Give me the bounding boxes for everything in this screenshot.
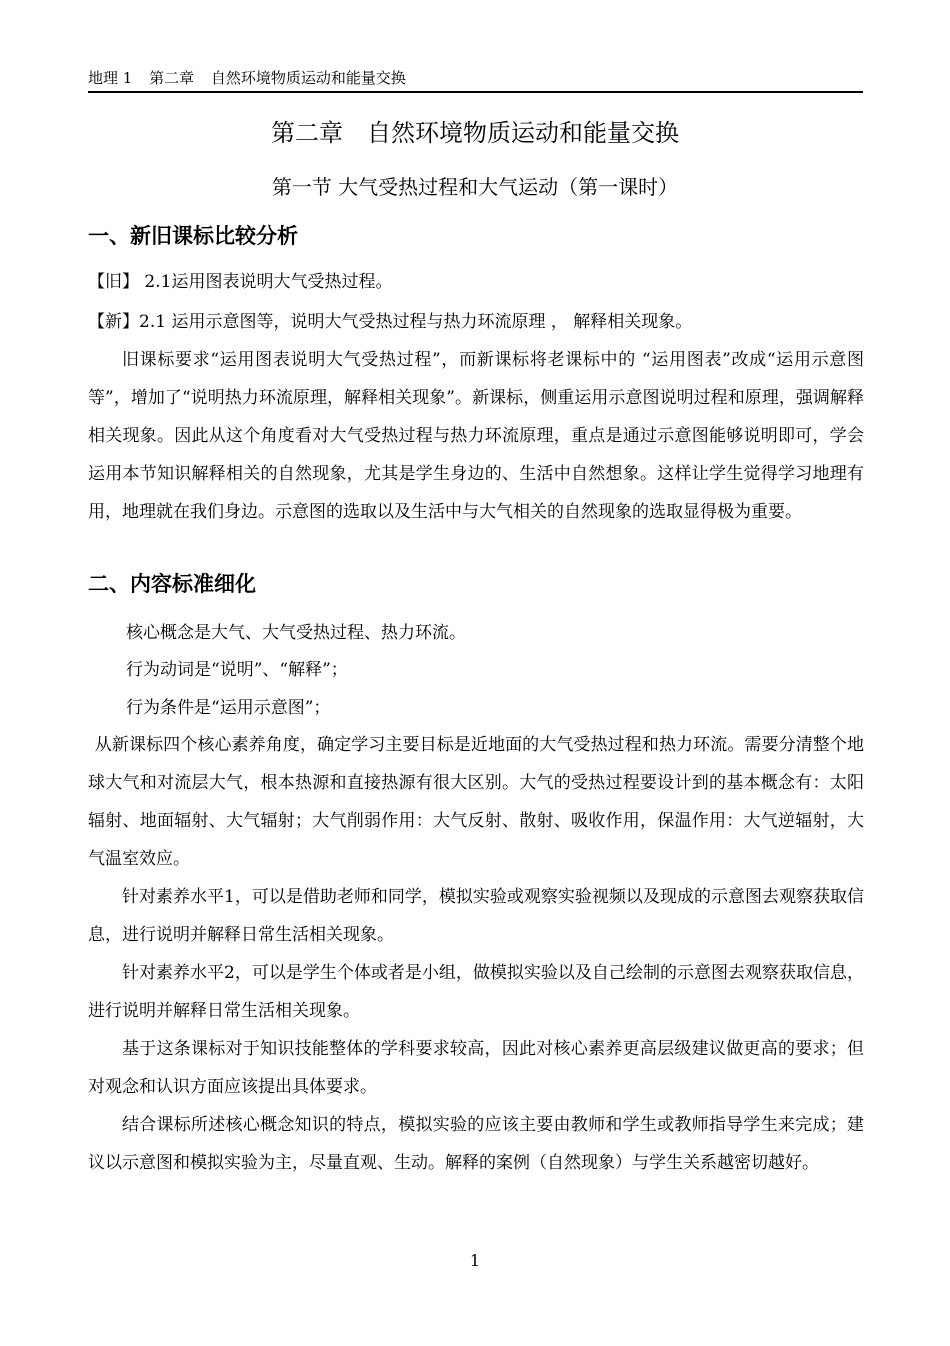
- heading-comparison: 一、新旧课标比较分析: [88, 224, 298, 248]
- running-header: [88, 67, 863, 93]
- old-standard: 【旧】 2.1运用图表说明大气受热过程。: [88, 272, 393, 292]
- header-chapter-name: 自然环境物质运动和能量交换: [210, 69, 406, 87]
- core-concepts: 核心概念是大气、大气受热过程、热力环流。: [126, 623, 466, 643]
- behavior-conditions: 行为条件是“运用示意图”；: [126, 698, 331, 718]
- new-standard: 【新】2.1 运用示意图等，说明大气受热过程与热力环流原理 ， 解释相关现象。: [88, 312, 693, 332]
- header-book: 地理 1: [88, 69, 133, 87]
- paragraph-level-2: 针对素养水平2，可以是学生个体或者是小组，做模拟实验以及自己绘制的示意图去观察获取信息，进行说明并解释日常生活相关现象。: [88, 963, 864, 1021]
- comparison-analysis: 旧课标要求“运用图表说明大气受热过程”，而新课标将老课标中的 “运用图表”改成“运用示意图等”，增加了“说明热力环流原理，解释相关现象”。新课标，侧重运用示意图说明过程和原理，强调解释相关现象。因此从这个角度看对大气受热过程与热力环流原理，重点是通过示意图能够说明即可，学会运用本节知识解释相关的自然现象，尤其是学生身边的、生活中自然想象。这样让学生觉得学习地理有用，地理就在我们身边。示意图的选取以及生活中与大气相关的自然现象的选取显得极为重要。: [88, 350, 864, 522]
- paragraph-requirements: 基于这条课标对于知识技能整体的学科要求较高，因此对核心素养更高层级建议做更高的要求；但对观念和认识方面应该提出具体要求。: [88, 1039, 864, 1097]
- paragraph-goals: 从新课标四个核心素养角度，确定学习主要目标是近地面的大气受热过程和热力环流。需要分清整个地球大气和对流层大气，根本热源和直接热源有很大区别。大气的受热过程要设计到的基本概念有：太阳辐射、地面辐射、大气辐射；大气削弱作用：大气反射、散射、吸收作用，保温作用：大气逆辐射，大气温室效应。: [88, 735, 864, 869]
- paragraph-level-1: 针对素养水平1，可以是借助老师和同学，模拟实验或观察实验视频以及现成的示意图去观察获取信息，进行说明并解释日常生活相关现象。: [88, 887, 864, 945]
- section-title: 第一节 大气受热过程和大气运动（第一课时）: [271, 175, 679, 199]
- page-number: 1: [469, 1251, 481, 1270]
- heading-refinement: 二、内容标准细化: [88, 572, 256, 596]
- behavior-verbs: 行为动词是“说明”、“解释”；: [126, 660, 348, 680]
- chapter-title: 第二章 自然环境物质运动和能量交换: [271, 119, 679, 147]
- paragraph-suggestions: 结合课标所述核心概念知识的特点，模拟实验的应该主要由教师和学生或教师指导学生来完成；建议以示意图和模拟实验为主，尽量直观、生动。解释的案例（自然现象）与学生关系越密切越好。: [88, 1115, 864, 1173]
- header-chapter: 第二章: [149, 69, 195, 87]
